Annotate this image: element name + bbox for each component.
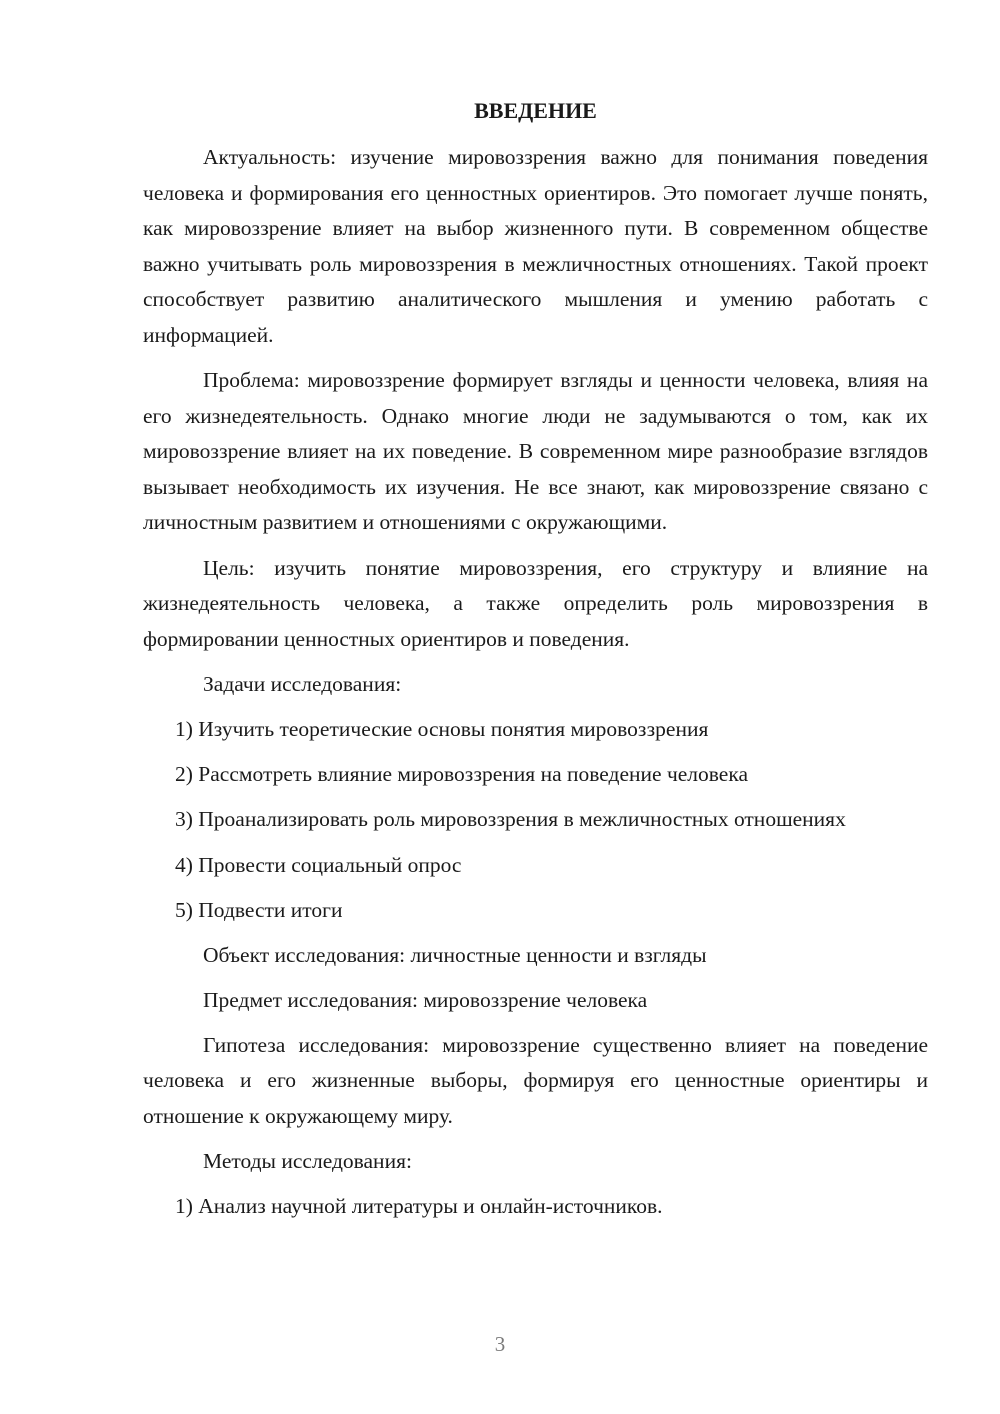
page-title: ВВЕДЕНИЕ xyxy=(474,98,597,123)
task-item-3: 3) Проанализировать роль мировоззрения в межличностных отношениях xyxy=(175,807,846,831)
goal-paragraph: Цель: изучить понятие мировоззрения, его структуру и влияние на жизнедеятельность человека, а также определить роль мировоззрения в формировании ценностных ориентиров и поведения. xyxy=(143,555,928,651)
relevance-paragraph: Актуальность: изучение мировоззрения важно для понимания поведения человека и формирования его ценностных ориентиров. Это помогает лучше понять, как мировоззрение влияет на выбор жизненного пути. В современном обществе важно учитывать роль мировоззрения в межличностных отношениях. Такой проект способствует развитию аналитического мышления и умению работать с информацией. xyxy=(143,145,928,347)
method-item-1: 1) Анализ научной литературы и онлайн-источников. xyxy=(175,1194,663,1218)
task-item-1: 1) Изучить теоретические основы понятия мировоззрения xyxy=(175,717,709,741)
research-object: Объект исследования: личностные ценности и взгляды xyxy=(203,942,707,967)
page-number: 3 xyxy=(494,1332,506,1356)
hypothesis-paragraph: Гипотеза исследования: мировоззрение существенно влияет на поведение человека и его жизненные выборы, формируя его ценностные ориентиры и отношение к окружающему миру. xyxy=(143,1032,928,1128)
task-item-4: 4) Провести социальный опрос xyxy=(175,852,462,877)
task-item-2: 2) Рассмотреть влияние мировоззрения на поведение человека xyxy=(175,762,749,786)
task-item-5: 5) Подвести итоги xyxy=(175,897,343,922)
document-page xyxy=(143,94,928,1234)
research-subject: Предмет исследования: мировоззрение человека xyxy=(203,987,648,1012)
methods-heading: Методы исследования: xyxy=(203,1149,412,1173)
problem-paragraph: Проблема: мировоззрение формирует взгляды и ценности человека, влияя на его жизнедеятельность. Однако многие люди не задумываются о том, как их мировоззрение влияет на их поведение. В современном мире разнообразие взглядов вызывает необходимость их изучения. Не все знают, как мировоззрение связано с личностным развитием и отношениями с окружающими. xyxy=(143,368,928,534)
tasks-heading: Задачи исследования: xyxy=(203,672,402,696)
